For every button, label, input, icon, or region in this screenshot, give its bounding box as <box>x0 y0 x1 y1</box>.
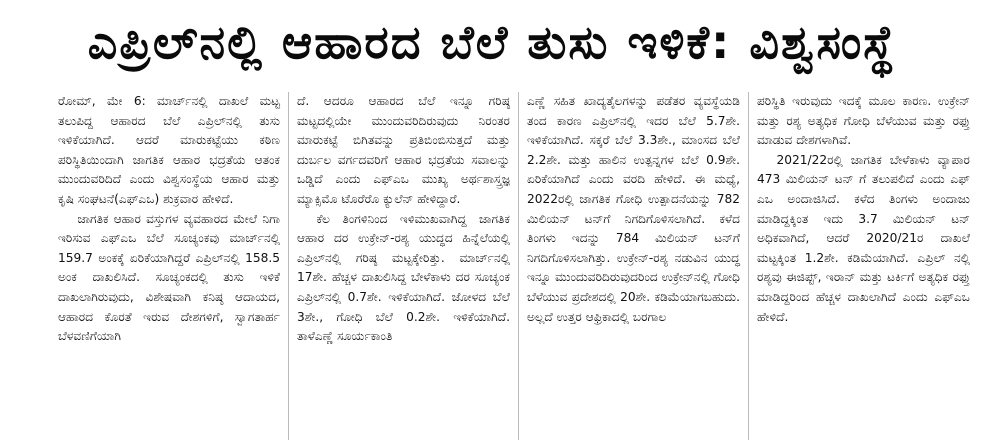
paragraph: ಪರಿಸ್ಥಿತಿ ಇರುವುದು ಇದಕ್ಕೆ ಮೂಲ ಕಾರಣ. ಉಕ್ರೇನ್ ಮತ್ತು ರಶ್ಯ ಅತ್ಯಧಿಕ ಗೋಧಿ ಬೆಳೆಯುವ ಮತ್ತು ರಫ್ತು ಮಾಡುವ ದೇಶಗಳಾಗಿವೆ. <box>757 94 970 148</box>
article-column-1 <box>58 92 288 440</box>
article-column-3 <box>518 92 748 440</box>
paragraph: ಕೆಲ ತಿಂಗಳಿನಿಂದ ಇಳಿಮುಖವಾಗಿದ್ದ ಜಾಗತಿಕ ಆಹಾರ ದರ ಉಕ್ರೇನ್-ರಶ್ಯ ಯುದ್ಧದ ಹಿನ್ನೆಲೆಯಲ್ಲಿ ಎಪ್ರಿಲ್‌ನಲ್ಲಿ ಗರಿಷ್ಠ ಮಟ್ಟಕ್ಕೇರಿತ್ತು. ಮಾರ್ಚ್‌ನಲ್ಲಿ 17ಶೇ. ಹೆಚ್ಚಳ ದಾಖಲಿಸಿದ್ದ ಬೇಳೆಕಾಳು ದರ ಸೂಚ್ಯಂಕ ಎಪ್ರಿಲ್‌ನಲ್ಲಿ 0.7ಶೇ. ಇಳಿಕೆಯಾಗಿದೆ. ಜೋಳದ ಬೆಲೆ 3ಶೇ., ಗೋಧಿ ಬೆಲೆ 0.2ಶೇ. ಇಳಿಕೆಯಾಗಿದೆ. ತಾಳೆಎಣ್ಣೆ ಸೂರ್ಯಕಾಂತಿ <box>297 211 510 344</box>
paragraph: ದೆ. ಆದರೂ ಆಹಾರದ ಬೆಲೆ ಇನ್ನೂ ಗರಿಷ್ಠ ಮಟ್ಟದಲ್ಲಿಯೇ ಮುಂದುವರಿದಿರುವುದು ನಿರಂತರ ಮಾರುಕಟ್ಟೆ ಬಿಗಿತವನ್ನು ಪ್ರತಿಬಿಂಬಿಸುತ್ತದೆ ಮತ್ತು ದುರ್ಬಲ ವರ್ಗದವರಿಗೆ ಆಹಾರ ಭದ್ರತೆಯ ಸವಾಲನ್ನು ಒಡ್ಡಿದೆ ಎಂದು ಎಫ್‌ಎಒ ಮುಖ್ಯ ಅರ್ಥಶಾಸ್ತ್ರಜ್ಞ ಮ್ಯಾಕ್ಸಿಮೊ ಟೊರೆರೊ ಕ್ಯುಲೆನ್ ಹೇಳಿದ್ದಾರೆ. <box>297 94 510 206</box>
article-column-4 <box>748 92 978 440</box>
article-body <box>58 92 980 440</box>
article-column-2 <box>288 92 518 440</box>
paragraph: ಎಣ್ಣೆ ಸಹಿತ ಖಾದ್ಯತೈಲಗಳನ್ನು ಪಡೆತರ ವ್ಯವಸ್ಥೆಯಡಿ ತಂದ ಕಾರಣ ಎಪ್ರಿಲ್‌ನಲ್ಲಿ ಇದರ ಬೆಲೆ 5.7ಶೇ. ಇಳಿಕೆಯಾಗಿದೆ. ಸಕ್ಕರೆ ಬೆಲೆ 3.3ಶೇ., ಮಾಂಸದ ಬೆಲೆ 2.2ಶೇ. ಮತ್ತು ಹಾಲಿನ ಉತ್ಪನ್ನಗಳ ಬೆಲೆ 0.9ಶೇ. ಏರಿಕೆಯಾಗಿದೆ ಎಂದು ವರದಿ ಹೇಳಿದೆ. ಈ ಮಧ್ಯೆ, 2022ರಲ್ಲಿ ಜಾಗತಿಕ ಗೋಧಿ ಉತ್ಪಾದನೆಯನ್ನು 782 ಮಿಲಿಯನ್ ಟನ್‌ಗೆ ನಿಗದಿಗೊಳಿಸಲಾಗಿದೆ. ಕಳೆದ ತಿಂಗಳು ಇದನ್ನು 784 ಮಿಲಿಯನ್ ಟನ್‌ಗೆ ನಿಗದಿಗೊಳಿಸಲಾಗಿತ್ತು. ಉಕ್ರೇನ್-ರಶ್ಯ ನಡುವಿನ ಯುದ್ಧ ಇನ್ನೂ ಮುಂದುವರಿದಿರುವುದರಿಂದ ಉಕ್ರೇನ್‌ನಲ್ಲಿ ಗೋಧಿ ಬೆಳೆಯುವ ಪ್ರದೇಶದಲ್ಲಿ 20ಶೇ. ಕಡಿಮೆಯಾಗಬಹುದು. ಅಲ್ಲದೆ ಉತ್ತರ ಆಫ್ರಿಕಾದಲ್ಲಿ ಬರಗಾಲ <box>527 94 740 324</box>
paragraph: ರೋಮ್, ಮೇ 6: ಮಾರ್ಚ್‌ನಲ್ಲಿ ದಾಖಲೆ ಮಟ್ಟ ತಲುಪಿದ್ದ ಆಹಾರದ ಬೆಲೆ ಎಪ್ರಿಲ್‌ನಲ್ಲಿ ತುಸು ಇಳಿಕೆಯಾಗಿದೆ. ಆದರೆ ಮಾರುಕಟ್ಟೆಯು ಕಠಿಣ ಪರಿಸ್ಥಿತಿಯಿಂದಾಗಿ ಜಾಗತಿಕ ಆಹಾರ ಭದ್ರತೆಯ ಆತಂಕ ಮುಂದುವರಿದಿದೆ ಎಂದು ವಿಶ್ವಸಂಸ್ಥೆಯ ಆಹಾರ ಮತ್ತು ಕೃಷಿ ಸಂಘಟನೆ(ಎಫ್‌ಎಒ) ಶುಕ್ರವಾರ ಹೇಳಿದೆ. <box>58 94 280 206</box>
paragraph: 2021/22ರಲ್ಲಿ ಜಾಗತಿಕ ಬೇಳೆಕಾಳು ವ್ಯಾಪಾರ 473 ಮಿಲಿಯನ್ ಟನ್ ಗೆ ತಲುಪಲಿದೆ ಎಂದು ಎಫ್ ಎಒ ಅಂದಾಜಿಸಿದೆ. ಕಳೆದ ತಿಂಗಳು ಅಂದಾಜು ಮಾಡಿದ್ದಕ್ಕಿಂತ ಇದು 3.7 ಮಿಲಿಯನ್ ಟನ್ ಅಧಿಕವಾಗಿದೆ, ಆದರೆ 2020/21ರ ದಾಖಲೆ ಮಟ್ಟಕ್ಕಿಂತ 1.2ಶೇ. ಕಡಿಮೆಯಾಗಿದೆ. ಎಪ್ರಿಲ್ ನಲ್ಲಿ ರಶ್ಯವು ಈಜಿಪ್ಟ್, ಇರಾನ್ ಮತ್ತು ಟರ್ಕಿಗೆ ಅತ್ಯಧಿಕ ರಫ್ತು ಮಾಡಿದ್ದರಿಂದ ಹೆಚ್ಚಳ ದಾಖಲಾಗಿದೆ ಎಂದು ಎಫ್‌ಎಒ ಹೇಳಿದೆ. <box>757 152 970 324</box>
paragraph: ಜಾಗತಿಕ ಆಹಾರ ವಸ್ತುಗಳ ವ್ಯವಹಾರದ ಮೇಲೆ ನಿಗಾ ಇರಿಸುವ ಎಫ್‌ಎಒ ಬೆಲೆ ಸೂಚ್ಯಂಕವು ಮಾರ್ಚ್‌ನಲ್ಲಿ 159.7 ಅಂಕಕ್ಕೆ ಏರಿಕೆಯಾಗಿದ್ದರೆ ಎಪ್ರಿಲ್‌ನಲ್ಲಿ 158.5 ಅಂಕ ದಾಖಲಿಸಿದೆ. ಸೂಚ್ಯಂಕದಲ್ಲಿ ತುಸು ಇಳಿಕೆ ದಾಖಲಾಗಿರುವುದು, ವಿಶೇಷವಾಗಿ ಕನಿಷ್ಠ ಆದಾಯದ, ಆಹಾರದ ಕೊರತೆ ಇರುವ ದೇಶಗಳಿಗೆ, ಸ್ವಾಗತಾರ್ಹ ಬೆಳವಣಿಗೆಯಾಗಿ <box>58 211 280 344</box>
headline: ಎಪ್ರಿಲ್‌ನಲ್ಲಿ ಆಹಾರದ ಬೆಲೆ ತುಸು ಇಳಿಕೆ: ವಿಶ್ವಸಂಸ್ಥೆ <box>87 15 897 69</box>
